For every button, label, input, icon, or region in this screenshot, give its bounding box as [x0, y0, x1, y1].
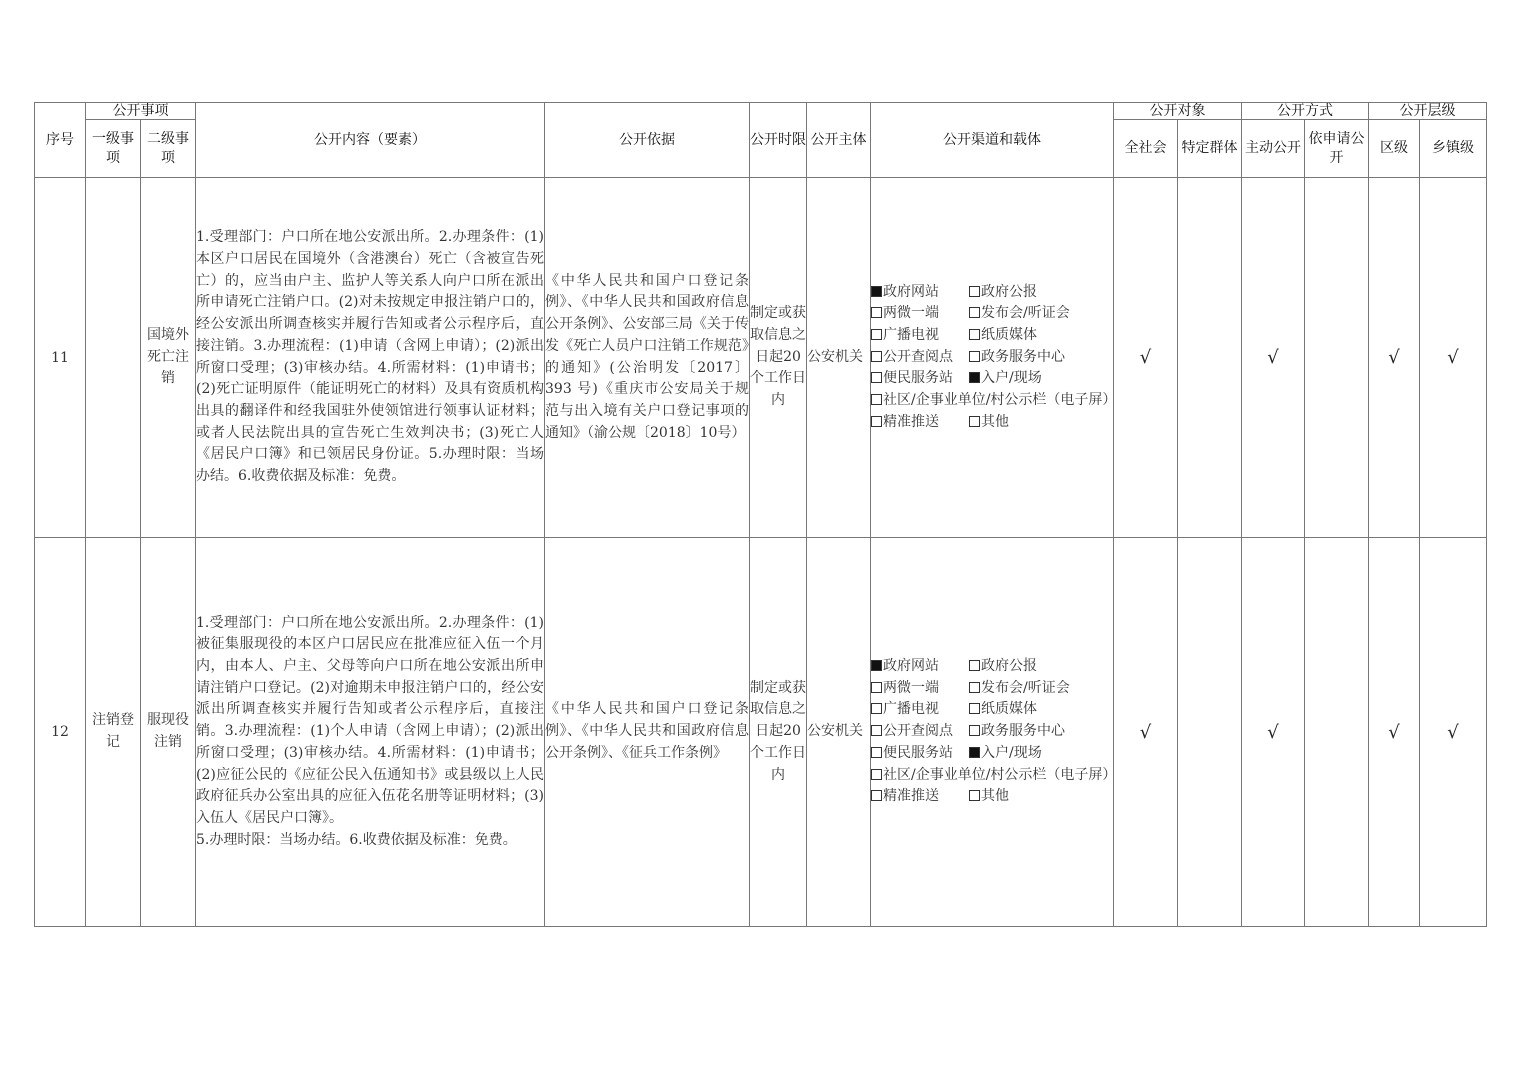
channel-row	[871, 282, 1113, 304]
unchecked-box-icon	[871, 682, 882, 693]
channel-label: 公开查阅点	[883, 348, 953, 365]
unchecked-box-icon	[969, 703, 980, 714]
channel-label: 政府网站	[883, 283, 939, 300]
channel-option	[969, 699, 1037, 721]
channel-option	[871, 786, 969, 808]
unchecked-box-icon	[969, 351, 980, 362]
header-items: 公开事项	[86, 103, 196, 120]
channel-label: 便民服务站	[883, 370, 953, 387]
unchecked-box-icon	[969, 660, 980, 671]
content-part-2: 5.办理时限：当场办结。6.收费依据及标准：免费。	[196, 831, 517, 848]
channel-row	[871, 347, 1113, 369]
table-row	[35, 538, 1487, 927]
cell-level2: 国境外死亡注销	[141, 178, 196, 538]
unchecked-box-icon	[871, 307, 882, 318]
channel-label: 社区/企事业单位/村公示栏（电子屏）	[883, 766, 1117, 783]
unchecked-box-icon	[969, 682, 980, 693]
cell-basis: 《中华人民共和国户口登记条例》、《中华人民共和国政府信息公开条例》、公安部三局《关于传发《死亡人员户口注销工作规范》的通知》(公治明发〔2017〕393 号)《重庆市公安局关于规范与出入境有关户口登记事项的通知》（渝公规〔2018〕10号）	[545, 178, 750, 538]
channel-label: 广播电视	[883, 701, 939, 718]
channel-option	[969, 786, 1009, 808]
channel-label: 精准推送	[883, 413, 939, 430]
channel-label: 公开查阅点	[883, 723, 953, 740]
content-part-1: 1.受理部门：户口所在地公安派出所。2.办理条件：(1)被征集服现役的本区户口居民应在批准应征入伍一个月内，由本人、户主、父母等向户口所在地公安派出所申请注销户口登记。(2)对逾期未申报注销户口的，经公安派出所调查核实并履行告知或者公示程序后，直接注销。3.办理流程：(1)个人申请（含网上申请）；(2)派出所窗口受理；(3)审核办结。4.所需材料：(1)申请书；(2)应征公民的《应征公民入伍通知书》或县级以上人民政府征兵办公室出具的应征入伍花名册等证明材料；(3)入伍人《居民户口簿》。	[196, 614, 544, 826]
channel-option	[871, 325, 969, 347]
cell-content	[196, 538, 545, 927]
header-l-district: 区级	[1369, 120, 1420, 178]
cell-l-district: √	[1369, 538, 1420, 927]
channel-label: 社区/企事业单位/村公示栏（电子屏）	[883, 392, 1117, 409]
header-level1: 一级事项	[86, 120, 141, 178]
cell-m-apply	[1305, 538, 1369, 927]
header-channels: 公开渠道和载体	[871, 103, 1114, 178]
cell-obj-group	[1178, 538, 1242, 927]
channel-label: 广播电视	[883, 326, 939, 343]
unchecked-box-icon	[871, 351, 882, 362]
channel-label: 两微一端	[883, 305, 939, 322]
channel-option	[871, 347, 969, 369]
channel-row	[871, 678, 1113, 700]
header-obj-all: 全社会	[1114, 120, 1178, 178]
header-subject: 公开主体	[807, 103, 871, 178]
channel-option	[871, 303, 969, 325]
channel-label: 入户/现场	[981, 370, 1042, 387]
cell-m-active: √	[1242, 538, 1305, 927]
checked-box-icon	[871, 286, 882, 297]
channel-option	[871, 721, 969, 743]
unchecked-box-icon	[871, 703, 882, 714]
unchecked-box-icon	[871, 725, 882, 736]
channel-option	[871, 699, 969, 721]
channel-label: 入户/现场	[981, 744, 1042, 761]
channel-option	[969, 303, 1070, 325]
header-content: 公开内容（要素）	[196, 103, 545, 178]
channel-option	[969, 721, 1065, 743]
cell-m-apply	[1305, 178, 1369, 538]
channel-row	[871, 765, 1117, 787]
header-m-active: 主动公开	[1242, 120, 1305, 178]
cell-m-active: √	[1242, 178, 1305, 538]
unchecked-box-icon	[969, 416, 980, 427]
channel-row	[871, 656, 1113, 678]
cell-obj-group	[1178, 178, 1242, 538]
channel-row	[871, 303, 1113, 325]
cell-channels	[871, 538, 1117, 927]
channel-option	[969, 656, 1037, 678]
unchecked-box-icon	[969, 329, 980, 340]
unchecked-box-icon	[871, 394, 882, 405]
channel-option	[871, 282, 969, 304]
cell-level1: 注销登记	[86, 538, 141, 927]
cell-seq: 12	[35, 538, 86, 927]
channel-row	[871, 325, 1113, 347]
channel-label: 两微一端	[883, 679, 939, 696]
header-level: 公开层级	[1369, 103, 1487, 120]
channel-label: 政府公报	[981, 283, 1037, 300]
cell-seq: 11	[35, 178, 86, 538]
header-level2: 二级事项	[141, 120, 196, 178]
channel-option	[871, 678, 969, 700]
channel-option	[969, 368, 1042, 390]
cell-l-town: √	[1420, 538, 1487, 927]
channel-option	[969, 347, 1065, 369]
channel-option	[969, 412, 1009, 434]
header-time: 公开时限	[750, 103, 807, 178]
unchecked-box-icon	[871, 416, 882, 427]
channel-option	[871, 412, 969, 434]
channel-option	[969, 678, 1070, 700]
cell-time: 制定或获取信息之日起20个工作日内	[750, 178, 807, 538]
cell-subject: 公安机关	[807, 178, 871, 538]
cell-obj-all: √	[1114, 538, 1178, 927]
channel-label: 政务服务中心	[981, 348, 1065, 365]
cell-obj-all: √	[1114, 178, 1178, 538]
header-obj-group: 特定群体	[1178, 120, 1242, 178]
channel-option	[969, 325, 1037, 347]
channel-option	[871, 368, 969, 390]
channel-label: 政府网站	[883, 658, 939, 675]
unchecked-box-icon	[871, 769, 882, 780]
header-basis: 公开依据	[545, 103, 750, 178]
channel-label: 其他	[981, 788, 1009, 805]
channel-label: 纸质媒体	[981, 701, 1037, 718]
unchecked-box-icon	[871, 790, 882, 801]
cell-subject: 公安机关	[807, 538, 871, 927]
unchecked-box-icon	[969, 307, 980, 318]
channel-row	[871, 743, 1113, 765]
header-object: 公开对象	[1114, 103, 1242, 120]
channel-row	[871, 368, 1113, 390]
cell-content: 1.受理部门：户口所在地公安派出所。2.办理条件：(1)本区户口居民在国境外（含港澳台）死亡（含被宣告死亡）的，应当由户主、监护人等关系人向户口所在派出所申请死亡注销户口。(2)对未按规定申报注销户口的，经公安派出所调查核实并履行告知或者公示程序后，直接注销。3.办理流程：(1)申请（含网上申请）；(2)派出所窗口受理；(3)审核办结。4.所需材料：(1)申请书；(2)死亡证明原件（能证明死亡的材料）及具有资质机构出具的翻译件和经我国驻外使领馆进行领事认证材料；或者人民法院出具的宣告死亡生效判决书；(3)死亡人《居民户口簿》和已领居民身份证。5.办理时限：当场办结。6.收费依据及标准：免费。	[196, 178, 545, 538]
channel-option	[969, 282, 1037, 304]
channel-option	[871, 390, 1116, 412]
disclosure-table	[34, 102, 1487, 927]
cell-time: 制定或获取信息之日起20个工作日内	[750, 538, 807, 927]
channel-option	[871, 656, 969, 678]
header-seq: 序号	[35, 103, 86, 178]
cell-basis: 《中华人民共和国户口登记条例》、《中华人民共和国政府信息公开条例》、《征兵工作条例》	[545, 538, 750, 927]
channel-label: 精准推送	[883, 788, 939, 805]
unchecked-box-icon	[969, 286, 980, 297]
unchecked-box-icon	[969, 790, 980, 801]
channel-row	[871, 390, 1117, 412]
channel-label: 其他	[981, 413, 1009, 430]
channel-row	[871, 721, 1113, 743]
table-row	[35, 178, 1487, 538]
checked-box-icon	[969, 747, 980, 758]
channel-row	[871, 699, 1113, 721]
channel-label: 政务服务中心	[981, 723, 1065, 740]
unchecked-box-icon	[871, 747, 882, 758]
unchecked-box-icon	[969, 725, 980, 736]
channel-label: 便民服务站	[883, 744, 953, 761]
header-method: 公开方式	[1242, 103, 1369, 120]
checked-box-icon	[871, 660, 882, 671]
channel-option	[871, 765, 1116, 787]
channel-option	[969, 743, 1042, 765]
channel-row	[871, 412, 1113, 434]
unchecked-box-icon	[871, 329, 882, 340]
cell-l-district: √	[1369, 178, 1420, 538]
channel-label: 发布会/听证会	[981, 679, 1070, 696]
channel-row	[871, 786, 1113, 808]
header-l-town: 乡镇级	[1420, 120, 1487, 178]
cell-channels	[871, 178, 1117, 538]
channel-label: 政府公报	[981, 658, 1037, 675]
cell-level2: 服现役注销	[141, 538, 196, 927]
cell-level1	[86, 178, 141, 538]
cell-l-town: √	[1420, 178, 1487, 538]
checked-box-icon	[969, 372, 980, 383]
header-m-apply: 依申请公开	[1305, 120, 1369, 178]
channel-option	[871, 743, 969, 765]
channel-label: 纸质媒体	[981, 326, 1037, 343]
unchecked-box-icon	[871, 372, 882, 383]
channel-label: 发布会/听证会	[981, 305, 1070, 322]
header-row-1	[35, 103, 1487, 120]
